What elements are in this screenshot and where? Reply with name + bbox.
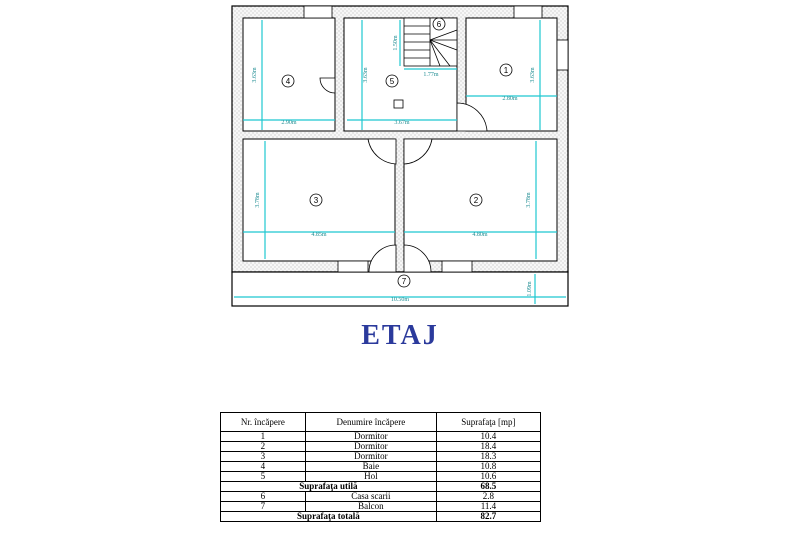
table-row (221, 432, 541, 442)
room-3-width: 4.85m (311, 232, 327, 238)
subtotal-label: Suprafaţa utilă (221, 482, 437, 492)
row-number: 4 (221, 462, 306, 472)
row-name: Balcon (305, 502, 436, 512)
row-name: Hol (305, 472, 436, 482)
row-name: Dormitor (305, 442, 436, 452)
total-label: Suprafaţa totală (221, 512, 437, 522)
row-number: 6 (221, 492, 306, 502)
table-header-row (221, 413, 541, 432)
header-room-number: Nr. încăpere (221, 413, 306, 432)
row-area: 2.8 (436, 492, 540, 502)
room-7-number: 7 (401, 277, 407, 286)
row-number: 5 (221, 472, 306, 482)
room-2-number: 2 (473, 196, 479, 205)
row-name: Dormitor (305, 452, 436, 462)
room-3-number: 3 (313, 196, 319, 205)
total-value: 82.7 (436, 512, 540, 522)
room-2-width: 4.80m (472, 232, 488, 238)
room-1-number: 1 (503, 66, 509, 75)
table-row (221, 472, 541, 482)
room-4-number: 4 (285, 77, 291, 86)
balcony-depth: 1.09m (527, 281, 533, 297)
room-5-number: 5 (389, 77, 395, 86)
room-4-width: 2.90m (281, 120, 297, 126)
subtotal-value: 68.5 (436, 482, 540, 492)
page-title: ETAJ (361, 320, 439, 351)
row-name: Dormitor (305, 432, 436, 442)
table-row (221, 492, 541, 502)
row-area: 10.8 (436, 462, 540, 472)
room-6-height: 1.50m (393, 35, 399, 51)
area-table (220, 412, 541, 522)
row-area: 18.3 (436, 452, 540, 462)
table-row (221, 452, 541, 462)
row-area: 18.4 (436, 442, 540, 452)
row-name: Casa scarii (305, 492, 436, 502)
row-area: 10.4 (436, 432, 540, 442)
header-room-name: Denumire încăpere (305, 413, 436, 432)
table-row (221, 502, 541, 512)
room-1-width: 2.80m (502, 96, 518, 102)
table-row (221, 462, 541, 472)
header-area: Suprafaţa [mp] (436, 413, 540, 432)
row-number: 1 (221, 432, 306, 442)
room-5-height: 3.63m (363, 67, 369, 83)
balcony-length: 10.50m (390, 297, 410, 303)
row-number: 2 (221, 442, 306, 452)
room-4-height: 3.63m (252, 67, 258, 83)
room-1-height: 3.63m (530, 67, 536, 83)
room-6-width: 1.77m (423, 72, 439, 78)
total-row (221, 512, 541, 522)
staircase (404, 18, 457, 66)
subtotal-row (221, 482, 541, 492)
row-area: 10.6 (436, 472, 540, 482)
table-row (221, 442, 541, 452)
row-area: 11.4 (436, 502, 540, 512)
room-5-width: 3.67m (394, 120, 410, 126)
row-number: 7 (221, 502, 306, 512)
room-3-height: 3.78m (255, 192, 261, 208)
row-number: 3 (221, 452, 306, 462)
room-2-height: 3.78m (526, 192, 532, 208)
room-6-number: 6 (436, 20, 442, 29)
vent-shaft (394, 100, 403, 108)
row-name: Baie (305, 462, 436, 472)
